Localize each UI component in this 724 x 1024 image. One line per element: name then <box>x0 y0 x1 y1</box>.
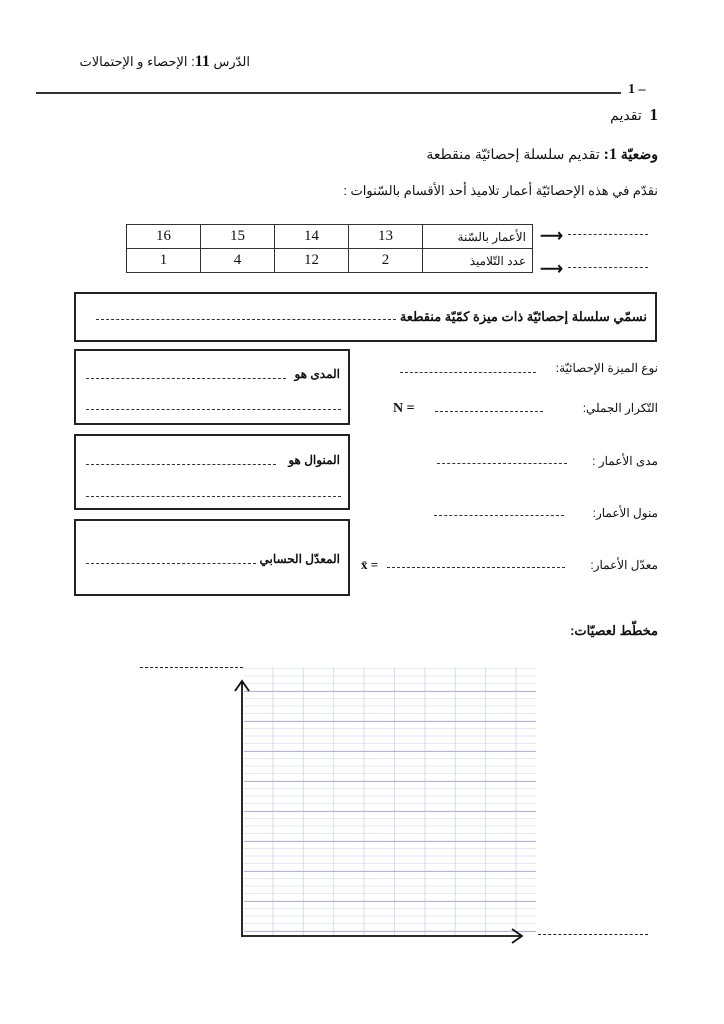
xbar-symbol: x̄ = <box>361 557 379 572</box>
mode-blank-2[interactable] <box>86 496 341 497</box>
mean-question-blank[interactable] <box>387 567 565 568</box>
header-divider <box>36 92 621 94</box>
lesson-number: 11 <box>194 53 210 70</box>
situation-name: تقديم سلسلة إحصائيّة منقطعة <box>426 146 600 162</box>
mean-box <box>74 519 350 596</box>
n-symbol: N = <box>393 401 415 416</box>
situation-prefix: وضعيّة <box>620 146 658 162</box>
table-cell: 15 <box>201 225 275 249</box>
definition-blank[interactable] <box>96 319 396 320</box>
mode-blank[interactable] <box>86 464 276 465</box>
row-label-counts: عدد التّلاميذ <box>423 249 533 273</box>
y-axis-arrow-icon <box>235 681 249 937</box>
table-cell: 16 <box>127 225 201 249</box>
total-frequency-blank[interactable] <box>435 411 543 412</box>
section-heading <box>610 105 658 125</box>
range-question-blank[interactable] <box>437 463 567 464</box>
answer-blank[interactable] <box>568 234 648 235</box>
y-axis-label-blank[interactable] <box>140 667 243 668</box>
mean-question-label: معدّل الأعمار: <box>590 558 658 572</box>
range-blank[interactable] <box>86 378 286 379</box>
mode-question-label: منول الأعمار: <box>592 506 658 520</box>
range-box <box>74 349 350 425</box>
range-label: المدى هو <box>294 367 340 381</box>
range-question-label: مدى الأعمار : <box>592 454 658 468</box>
range-blank-2[interactable] <box>86 409 341 410</box>
total-frequency-label: التّكرار الجملي: <box>582 401 658 415</box>
x-axis-arrow-icon <box>242 929 522 943</box>
section-number: 1 <box>649 105 658 124</box>
mode-question-blank[interactable] <box>434 515 564 516</box>
variable-type-label: نوع الميزة الإحصائيّة: <box>555 361 658 375</box>
axes <box>230 675 540 945</box>
lesson-title: : الإحصاء و الإحتمالات <box>79 54 195 69</box>
mode-label: المنوال هو <box>288 453 340 467</box>
table-cell: 1 <box>127 249 201 273</box>
table-cell: 12 <box>275 249 349 273</box>
table-row <box>127 225 533 249</box>
arrow-right-icon: ⟶ <box>540 261 563 278</box>
diagram-title: مخطّط لعصيّات: <box>570 623 658 638</box>
table-cell: 13 <box>349 225 423 249</box>
row-label-ages: الأعمار بالسّنة <box>423 225 533 249</box>
variable-type-blank[interactable] <box>400 372 536 373</box>
page-number: 1 – <box>628 82 646 97</box>
lesson-label: الدّرس <box>213 54 250 69</box>
definition-box <box>74 292 657 342</box>
table-cell: 2 <box>349 249 423 273</box>
situation-intro: نقدّم في هذه الإحصائيّة أعمار تلاميذ أحد الأقسام بالسّنوات : <box>343 183 658 198</box>
mean-label: المعدّل الحسابي <box>259 552 340 566</box>
table-row <box>127 249 533 273</box>
lesson-header <box>50 53 250 71</box>
definition-text: نسمّي سلسلة إحصائيّة ذات ميزة كمّيّة منقطعة <box>399 309 647 324</box>
mean-blank[interactable] <box>86 563 256 564</box>
situation-number: 1: <box>603 146 617 163</box>
arrow-right-icon: ⟶ <box>540 228 563 245</box>
situation-title <box>426 146 658 164</box>
section-title: تقديم <box>610 107 642 123</box>
mode-box <box>74 434 350 510</box>
ages-table <box>126 224 533 273</box>
x-axis-label-blank[interactable] <box>538 934 648 935</box>
answer-blank[interactable] <box>568 267 648 268</box>
table-cell: 4 <box>201 249 275 273</box>
table-cell: 14 <box>275 225 349 249</box>
